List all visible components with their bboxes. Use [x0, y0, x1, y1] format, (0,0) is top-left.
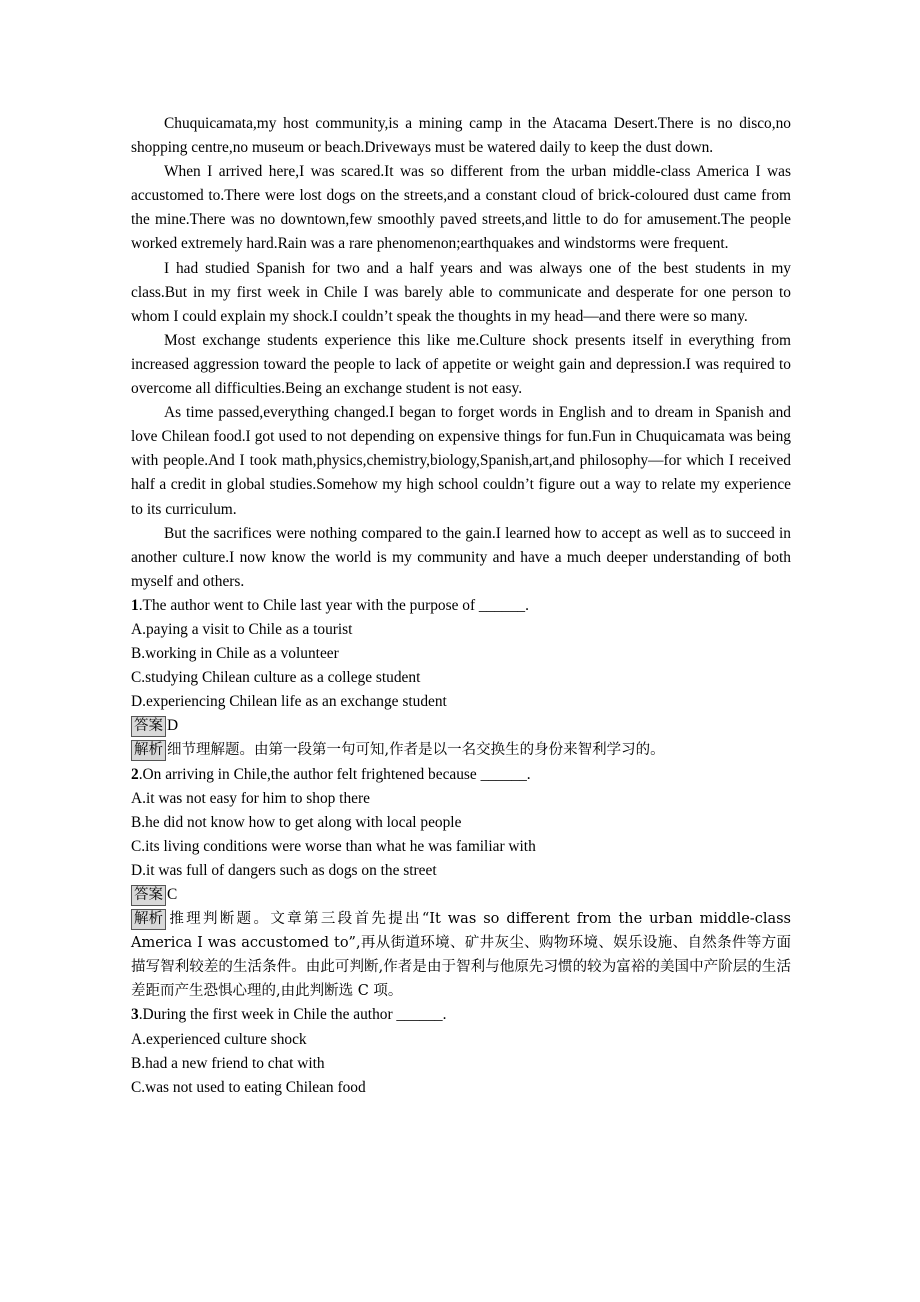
- question-number: 1: [131, 596, 139, 614]
- question-number: 3: [131, 1006, 139, 1024]
- question-stem: [131, 1003, 791, 1027]
- question-3: [131, 1003, 791, 1099]
- answer-line: [131, 883, 791, 907]
- analysis-line: [131, 907, 791, 1003]
- passage-paragraph: I had studied Spanish for two and a half years and was always one of the best students in my class.But in my first week in Chile I was barely able to communicate and desperate for one person to whom I could explain my shock.I couldn’t speak the thoughts in my head—and there were so many.: [131, 259, 791, 325]
- document-page: [131, 112, 791, 1100]
- question-number: 2: [131, 765, 139, 783]
- option: B.had a new friend to chat with: [131, 1054, 325, 1072]
- question-2: [131, 763, 791, 1004]
- option: C.was not used to eating Chilean food: [131, 1078, 366, 1096]
- option: C.its living conditions were worse than what he was familiar with: [131, 837, 536, 855]
- option: B.he did not know how to get along with local people: [131, 813, 462, 831]
- answer-value: D: [167, 717, 179, 735]
- analysis-line: [131, 738, 791, 762]
- passage-paragraph: As time passed,everything changed.I began to forget words in English and to dream in Spanish and love Chilean food.I got used to not depending on expensive things for fun.Fun in Chuquicamata was being with people.And I took math,physics,chemistry,biology,Spanish,art,and philosophy—for which I received half a credit in global studies.Somehow my high school couldn’t figure out a way to relate my experience to its curriculum.: [131, 404, 791, 518]
- option: C.studying Chilean culture as a college student: [131, 669, 421, 687]
- analysis-tag: 解析: [131, 909, 166, 930]
- passage-paragraph: Chuquicamata,my host community,is a mining camp in the Atacama Desert.There is no disco,no shopping centre,no museum or beach.Driveways must be watered daily to keep the dust down.: [131, 115, 791, 157]
- option: A.paying a visit to Chile as a tourist: [131, 620, 353, 638]
- option: A.experienced culture shock: [131, 1030, 307, 1048]
- question-1: [131, 594, 791, 763]
- option: A.it was not easy for him to shop there: [131, 789, 370, 807]
- answer-tag: 答案: [131, 885, 166, 906]
- question-text: .The author went to Chile last year with the purpose of ______.: [138, 596, 529, 614]
- passage-paragraph: Most exchange students experience this like me.Culture shock presents itself in everything from increased aggression toward the people to lack of appetite or weight gain and depression.I was required to overcome all difficulties.Being an exchange student is not easy.: [131, 331, 791, 398]
- analysis-text: 推理判断题。文章第三段首先提出“It was so different from the urban middle-class America I was accustomed to”,再从街道环境、矿井灰尘、购物环境、娱乐设施、自然条件等方面描写智利较差的生活条件。由此可判断,作者是由于智利与他原先习惯的较为富裕的美国中产阶层的生活差距而产生恐惧心理的,由此判断选 C 项。: [131, 911, 791, 1000]
- analysis-text: 细节理解题。由第一段第一句可知,作者是以一名交换生的身份来智利学习的。: [167, 742, 665, 759]
- question-stem: [131, 594, 791, 618]
- reading-passage: [131, 112, 791, 594]
- option: B.working in Chile as a volunteer: [131, 645, 339, 663]
- answer-tag: 答案: [131, 716, 166, 737]
- question-text: .During the first week in Chile the author ______.: [138, 1006, 447, 1024]
- option: D.it was full of dangers such as dogs on the street: [131, 861, 437, 879]
- passage-paragraph: But the sacrifices were nothing compared to the gain.I learned how to accept as well as to succeed in another culture.I now know the world is my community and have a much deeper understanding of both myself and others.: [131, 524, 791, 590]
- option: D.experiencing Chilean life as an exchange student: [131, 693, 447, 711]
- question-stem: [131, 763, 791, 787]
- analysis-tag: 解析: [131, 740, 166, 761]
- answer-line: [131, 714, 791, 738]
- answer-value: C: [167, 886, 178, 903]
- passage-paragraph: When I arrived here,I was scared.It was so different from the urban middle-class America I was accustomed to.There were lost dogs on the streets,and a constant cloud of brick-coloured dust came from the mine.There was no downtown,few smoothly paved streets,and little to do for amusement.The people worked extremely hard.Rain was a rare phenomenon;earthquakes and windstorms were frequent.: [131, 163, 791, 253]
- question-text: .On arriving in Chile,the author felt frightened because ______.: [138, 765, 531, 783]
